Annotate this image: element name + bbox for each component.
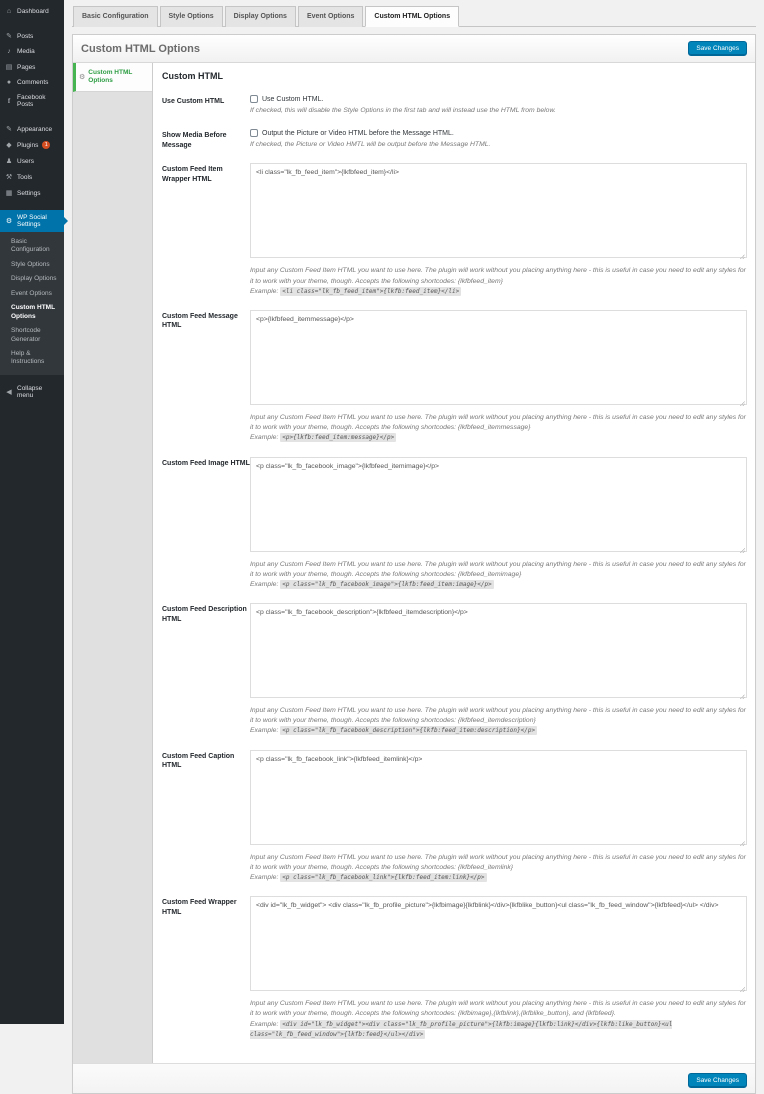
sidebar-item-appearance[interactable] [0,121,64,137]
gear-icon: ⚙ [79,73,86,81]
sidebar-item-label: Pages [17,63,36,71]
example-code: <p>{lkfb:feed_item:message}</p> [282,434,395,442]
media-icon: ♪ [7,48,11,55]
tab-display-options[interactable]: Display Options [225,6,296,27]
checkbox-label: Use Custom HTML. [262,95,324,103]
tab-custom-html-options[interactable]: Custom HTML Options [365,6,459,27]
sidebar-item-pages[interactable] [0,59,64,75]
collapse-menu-icon: ◀ [6,388,12,396]
tab-basic-configuration[interactable]: Basic Configuration [73,6,158,27]
field-note [250,706,747,737]
custom-feed-item-wrapper-html-textarea[interactable] [250,163,747,258]
custom-feed-image-html-textarea[interactable] [250,457,747,552]
sidebar-item-settings[interactable] [0,185,64,201]
field-label: Custom Feed Image HTML [162,459,250,467]
page-title: Custom HTML Options [81,42,200,55]
custom-html-options-panel [72,34,756,1094]
wp-social-settings-submenu [0,232,64,375]
row-use-custom-html [162,95,747,116]
section-heading: Custom HTML [162,71,223,81]
custom-feed-caption-html-textarea[interactable] [250,750,747,845]
submenu-item-event-options[interactable]: Event Options [11,289,52,297]
sidebar-item-label: WP Social Settings [17,214,47,228]
save-changes-button-bottom[interactable]: Save Changes [688,1073,747,1088]
nav-item-label: Custom HTML Options [88,69,133,84]
sidebar-item-label: Facebook Posts [17,94,46,108]
row-custom-feed-description-html [162,603,747,737]
sidebar-item-dashboard[interactable] [0,0,64,19]
sidebar-item-plugins[interactable] [0,137,64,153]
submenu-item-style-options[interactable]: Style Options [11,260,50,268]
field-note [250,560,747,591]
custom-feed-message-html-textarea[interactable] [250,310,747,405]
field-label: Custom Feed Message HTML [162,312,238,330]
settings-icon: ▦ [5,190,13,197]
example-label: Example: [250,727,279,735]
sidebar-item-comments[interactable] [0,75,64,90]
row-custom-feed-message-html [162,310,747,444]
sidebar-item-label: Posts [17,32,34,40]
sidebar-item-posts[interactable] [0,28,64,44]
collapse-menu-label: Collapse menu [17,384,43,399]
facebook-icon: f [7,97,11,105]
comments-icon: ● [6,79,12,86]
field-note [250,853,747,884]
custom-feed-description-html-textarea[interactable] [250,603,747,698]
example-label: Example: [250,1020,279,1028]
field-label: Custom Feed Description HTML [162,606,247,623]
field-label: Custom Feed Item Wrapper HTML [162,166,223,183]
submenu-item-basic-configuration[interactable]: Basic Configuration [11,238,50,254]
note-text: Input any Custom Feed Item HTML you want to use here. The plugin will work without you placing anything here - this is useful in case you need to edit any styles for it to work with your theme, though. Accepts the following shortcodes: {lkfbfeed_itemdescription} [250,707,746,725]
submenu-item-shortcode-generator[interactable]: Shortcode Generator [11,327,41,343]
sidebar-item-label: Users [17,157,34,165]
sidebar-item-wp-social-settings[interactable] [0,210,64,232]
example-code: <p class="lk_fb_facebook_image">{lkfb:feed_item:image}</p> [282,580,492,588]
dashboard-icon: ⌂ [6,8,12,15]
sidebar-item-media[interactable] [0,44,64,59]
note-text: Input any Custom Feed Item HTML you want to use here. The plugin will work without you placing anything here - this is useful in case you need to edit any styles for it to work with your theme, though. Accepts the following shortcodes: {lkfbfeed_itemmessage} [250,413,746,432]
nav-item-custom-html-options[interactable] [73,63,152,92]
example-label: Example: [250,287,279,295]
note-text: Input any Custom Feed Item HTML you want to use here. The plugin will work without you placing anything here - this is useful in case you need to edit any styles for it to work with your theme, though. Accepts the following shortcodes: {lkfbfeed_itemlink} [250,853,746,871]
gear-icon: ⚙ [5,218,13,225]
example-label: Example: [250,874,279,881]
note-text: Input any Custom Feed Item HTML you want to use here. The plugin will work without you placing anything here - this is useful in case you need to edit any styles for it to work with your theme, though. Accepts the following shortcodes: {lkfbfeed_item} [250,267,746,285]
settings-tabbar [72,5,756,27]
custom-feed-wrapper-html-textarea[interactable] [250,896,747,991]
sidebar-item-label: Comments [17,79,49,86]
field-label: Custom Feed Wrapper HTML [162,899,237,916]
field-note [250,999,747,1040]
submenu-item-help-instructions[interactable]: Help & Instructions [11,349,45,366]
field-label: Use Custom HTML [162,98,225,105]
appearance-icon: ✎ [6,126,12,133]
sidebar-item-facebook-posts[interactable] [0,90,64,112]
plugins-icon: ◆ [6,142,12,149]
field-note: If checked, the Picture or Video HMTL will be output before the Message HTML. [250,141,491,149]
settings-inner-nav [73,63,153,1063]
sidebar-item-label: Plugins [17,141,39,149]
sidebar-item-label: Media [17,48,35,55]
example-label: Example: [250,434,279,442]
active-menu-arrow [64,217,68,225]
field-note: If checked, this will disable the Style Options in the first tab and will instead use the HTML from below. [250,107,556,114]
row-show-media-before-message [162,129,747,150]
posts-icon: ✎ [6,33,12,40]
field-label: Custom Feed Caption HTML [162,752,235,770]
example-code: <p class="lk_fb_facebook_link">{lkfb:feed_item:link}</p> [282,874,485,881]
checkbox-label: Output the Picture or Video HTML before the Message HTML. [262,129,454,137]
example-code: <div id="lk_fb_widget"><div class="lk_fb_profile_picture">{lkfb:image}{lkfb:link}</div>{lkfb:like_button}<ul class="lk_fb_feed_window">{lkfb:feed}</ul></div> [250,1020,673,1038]
sidebar-item-label: Appearance [17,125,53,133]
row-custom-feed-item-wrapper-html [162,163,747,297]
tab-style-options[interactable]: Style Options [160,6,223,27]
note-text: Input any Custom Feed Item HTML you want to use here. The plugin will work without you placing anything here - this is useful in case you need to edit any styles for it to work with your theme, though. Accepts the following shortcodes: {lkfbfeed_itemimage} [250,560,746,578]
pages-icon: ▤ [5,64,13,71]
example-code: <p class="lk_fb_facebook_description">{lkfb:feed_item:description}</p> [282,727,536,735]
sidebar-item-label: Tools [17,173,33,181]
submenu-item-custom-html-options[interactable]: Custom HTML Options [11,304,55,320]
plugins-update-badge: 1 [42,141,50,149]
users-icon: ♟ [5,158,13,165]
panel-header [73,35,755,63]
collapse-menu-button[interactable] [0,381,64,403]
sidebar-item-label: Dashboard [17,8,49,15]
admin-content [64,0,764,1094]
panel-footer [73,1063,755,1093]
sidebar-item-label: Settings [17,189,41,197]
wp-admin-sidebar [0,0,64,1024]
row-custom-feed-caption-html [162,750,747,884]
row-custom-feed-image-html [162,457,747,591]
custom-html-form [153,63,755,1063]
note-text: Input any Custom Feed Item HTML you want to use here. The plugin will work without you placing anything here - this is useful in case you need to edit any styles for it to work with your theme, though. Accepts the following shortcodes: {lkfbimage},{lkfblink},{lkfblike_button}, and {lkfbfeed}. [250,1000,746,1018]
example-code: <li class="lk_fb_feed_item">{lkfb:feed_item}</li> [282,287,460,295]
tools-icon: ⚒ [5,174,13,181]
panel-body [73,63,755,1063]
submenu-item-display-options[interactable]: Display Options [11,275,57,283]
field-note [250,266,747,297]
field-note [250,413,747,444]
show-media-before-message-checkbox[interactable] [250,129,258,137]
example-label: Example: [250,580,279,588]
sidebar-item-tools[interactable] [0,169,64,185]
save-changes-button-top[interactable]: Save Changes [688,41,747,56]
field-label: Show Media Before Message [162,132,227,149]
sidebar-item-users[interactable] [0,153,64,169]
use-custom-html-checkbox[interactable] [250,95,258,103]
tab-event-options[interactable]: Event Options [298,6,363,27]
row-custom-feed-wrapper-html [162,896,747,1040]
